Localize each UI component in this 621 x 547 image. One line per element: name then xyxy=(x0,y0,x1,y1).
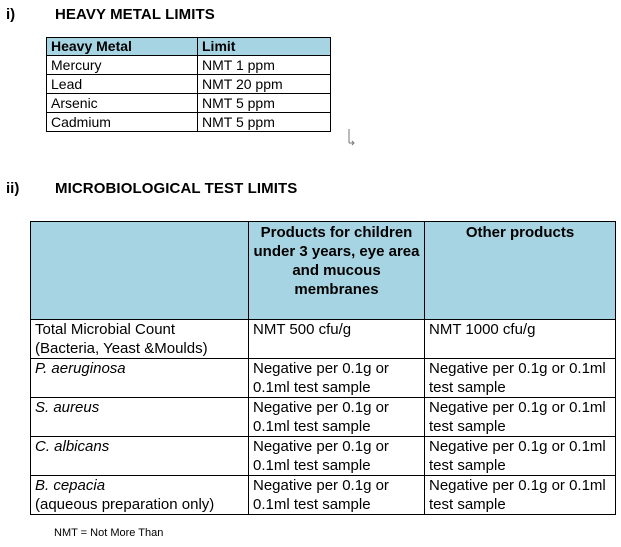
limit-other: Negative per 0.1g or 0.1ml test sample xyxy=(425,476,616,515)
organism-name: B. cepacia xyxy=(35,477,106,494)
organism-cell xyxy=(31,437,249,476)
organism-cell xyxy=(31,398,249,437)
metal-name: Cadmium xyxy=(47,113,198,132)
metal-name: Arsenic xyxy=(47,94,198,113)
organism-note: (Bacteria, Yeast &Moulds) xyxy=(35,340,208,357)
header-blank xyxy=(31,222,249,320)
section2-title: MICROBIOLOGICAL TEST LIMITS xyxy=(55,180,298,197)
limit-other: Negative per 0.1g or 0.1ml test sample xyxy=(425,437,616,476)
limit-children: NMT 500 cfu/g xyxy=(249,320,425,359)
metal-name: Lead xyxy=(47,75,198,94)
heavy-metal-table xyxy=(46,37,331,132)
section2-number: ii) xyxy=(6,180,20,197)
section1-title: HEAVY METAL LIMITS xyxy=(55,6,215,23)
limit-children: Negative per 0.1g or 0.1ml test sample xyxy=(249,476,425,515)
limit-other: Negative per 0.1g or 0.1ml test sample xyxy=(425,359,616,398)
table-row xyxy=(47,113,331,132)
table-row xyxy=(31,476,616,515)
table-row xyxy=(31,359,616,398)
organism-name: Total Microbial Count xyxy=(35,321,176,338)
metal-limit: NMT 20 ppm xyxy=(198,75,331,94)
microbiological-table xyxy=(30,221,616,515)
organism-cell xyxy=(31,320,249,359)
metal-limit: NMT 5 ppm xyxy=(198,94,331,113)
table-row xyxy=(47,94,331,113)
organism-name: P. aeruginosa xyxy=(35,360,126,377)
table-row xyxy=(31,320,616,359)
section1-number: i) xyxy=(6,6,16,23)
table-row xyxy=(47,56,331,75)
organism-name: S. aureus xyxy=(35,399,100,416)
header-children-products: Products for children under 3 years, eye area and mucous membranes xyxy=(249,222,425,320)
table-header-row xyxy=(31,222,616,320)
organism-note: (aqueous preparation only) xyxy=(35,496,215,513)
limit-children: Negative per 0.1g or 0.1ml test sample xyxy=(249,398,425,437)
header-other-products: Other products xyxy=(425,222,616,320)
metal-name: Mercury xyxy=(47,56,198,75)
organism-cell xyxy=(31,476,249,515)
footnote: NMT = Not More Than xyxy=(54,527,164,539)
table-header-row xyxy=(47,38,331,56)
organism-name: C. albicans xyxy=(35,438,110,455)
metal-limit: NMT 5 ppm xyxy=(198,113,331,132)
header-heavy-metal: Heavy Metal xyxy=(47,38,198,56)
table-row xyxy=(31,398,616,437)
metal-limit: NMT 1 ppm xyxy=(198,56,331,75)
text-cursor-icon xyxy=(347,128,355,146)
limit-other: NMT 1000 cfu/g xyxy=(425,320,616,359)
table-row xyxy=(47,75,331,94)
organism-cell xyxy=(31,359,249,398)
limit-children: Negative per 0.1g or 0.1ml test sample xyxy=(249,359,425,398)
header-limit: Limit xyxy=(198,38,331,56)
limit-children: Negative per 0.1g or 0.1ml test sample xyxy=(249,437,425,476)
limit-other: Negative per 0.1g or 0.1ml test sample xyxy=(425,398,616,437)
table-row xyxy=(31,437,616,476)
